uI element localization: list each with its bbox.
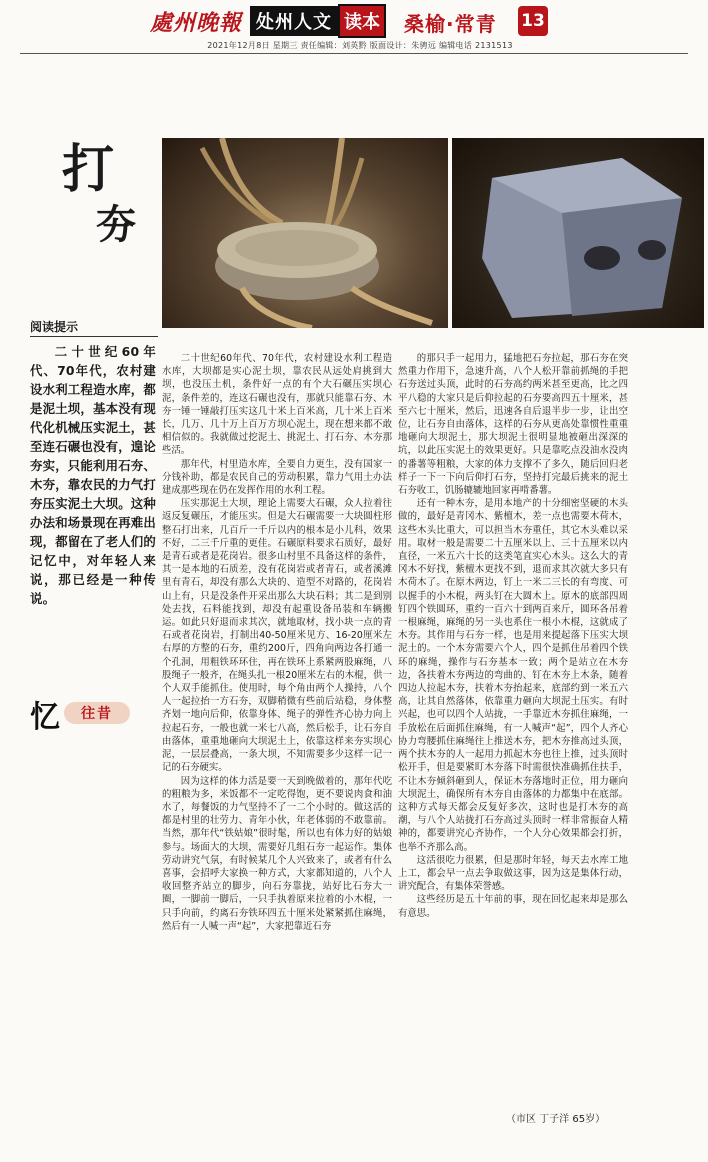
column-tag: 读本 xyxy=(338,4,386,38)
reading-tip-text: 二十世纪60年代、70年代，农村建设水利工程造水库，都是泥土坝，基本没有现代化机械压实泥土，甚至连石碾也没有，遑论夯实，只能利用石夯、木夯，靠农民的力气打夯压实泥土大坝。这种办法和场景现在再难出现，都留在了老人们的记忆中，对年轻人来说，那已经是一种传说。 xyxy=(30,344,156,606)
column-name xyxy=(250,8,386,34)
article-title xyxy=(62,140,142,250)
page-number: 13 xyxy=(518,6,548,36)
author-byline: （市区 丁子洋 65岁） xyxy=(506,1114,606,1125)
column-label: 处州人文 xyxy=(250,6,338,36)
paragraph: 的那只手一起用力，猛地把石夯拉起，那石夯在突然重力作用下，急速升高，八个人松开靠前抓绳的手把石夯送过头顶，此时的石夯高约两米甚至更高，比之四平八稳的大家只是后仰拉起的石夯要高四五十厘米，甚至六七十厘米，然后，迅速各自后退半步一步，让出空位，让石夯自由落体，这样的石夯从更高处靠惯性重重地砸向大坝泥土，那大坝泥土很明显地被砸出深深的坑，以此压实泥土的效果更好。只是靠吃点没油水没肉的番薯等粗粮，大家的体力支撑不了多久，随后回归老样子一下一下向后仰打石夯，坚持打完最后挑来的泥土石夯收工，饥肠辘辘地回家再啃番薯。 xyxy=(398,353,628,497)
stone-block-photo xyxy=(452,138,704,328)
title-char-1: 打 xyxy=(62,139,115,200)
article-column-1 xyxy=(162,352,392,1142)
column-badge xyxy=(30,692,140,735)
paragraph: 那年代，村里造水库，全要自力更生，没有国家一分钱补助，都是农民自己的劳动积累，靠力气用土办法建成那些现在仍在发挥作用的水利工程。 xyxy=(162,458,392,497)
badge-char: 忆 xyxy=(30,700,60,735)
paragraph: 这些经历是五十年前的事，现在回忆起来却是那么有意思。 xyxy=(398,894,628,919)
paper-name: 處州晚報 xyxy=(150,10,243,36)
paragraph: 压实那泥土大坝，理论上需要大石碾，众人拉着往返反复碾压，才能压实。但是大石碾需要一大块圆柱形整石打出来，几百斤一千斤以内的根本是小儿科，效果不好，二三千斤重的更佳。石碾原料要求石质好，最好是青石或者是花岗岩。很多山村里不具备这样的条件，其一是本地的石质差，没有花岗岩或者青石，或者溪滩里有青石，却没有那么大块的、造型不对路的，花岗岩山上有，只是没条件开采出那么大块石料；其二是到别处去找，石料能找到，却没有起重设备吊装和车辆搬运。如此只好退而求其次，就地取材，找小块一点的青石或者花岗岩，打制出40-50厘米见方、16-20厘米左右厚的方整的石夯，重约200斤，四角向两边各打通一个孔洞，用粗铁环环住，再在铁环上系紧两股麻绳，八股绳子一般齐，在绳头扎一根20厘米左右的木棍，供一个人双手能抓住。使用时，每个角由两个人操持，八个人一起拉抬一方石夯，双脚稍微有些前后站稳，身体整齐划一地向后仰，依靠身体、绳子的弹性齐心协力向上拉起石夯，一般也就一米七八高，然后松手，让石夯自由落体，重重地砸向大坝泥土上，依靠这样来夯实坝心泥，一层层叠高，一条大坝，不知需要多少这样一记一记的石夯硬实。 xyxy=(162,498,392,774)
badge-label: 往昔 xyxy=(64,702,130,724)
article-column-2 xyxy=(398,352,628,1148)
section-name: 桑榆·常青 xyxy=(404,12,497,36)
masthead xyxy=(0,0,708,48)
stone-rammer-photo xyxy=(162,138,448,328)
issue-info: 2021年12月8日 星期三 责任编辑：刘英黔 版面设计：朱骋远 编辑电话 2131513 xyxy=(207,41,513,50)
stone-block-illustration xyxy=(452,138,704,328)
paragraph: 二十世纪60年代、70年代，农村建设水利工程造水库，大坝都是实心泥土坝，靠农民从远处肩挑到大坝，也没压土机，条件好一点的有个大石碾压实坝心泥，条件差的，连这石碾也没有，那就只能靠石夯、木夯一锤一锤敲打压实这几十米上百米高，几十米上百米长，几万、几十万上百万方坝心泥土，现在想来都不敢相信似的。我就做过挖泥土、挑泥土、打石夯、木夯那些活。 xyxy=(162,353,392,457)
paragraph: 因为这样的体力活是要一天到晚做着的，那年代吃的粗粮为多，米饭都不一定吃得饱，更不要说肉食和油水了，每餐饭的力气坚持不了一二个小时的。做这活的都是村里的壮劳力、青年小伙，年老体弱的不敢靠前。当然，那年代“铁姑娘”很时髦，所以也有体力好的姑娘参与。场面大的大坝，需要好几组石夯一起运作。集体劳动讲究气氛，有时候某几个人兴致来了，或者有什么喜事，会招呼大家换一种方式，大家都知道的，八个人收回整齐站立的脚步，向石夯靠拢，站好比石夯大一圈，一脚前一脚后，一只手执着原来拉着的小木棍，一只手向前，约离石夯铁环四五十厘米处紧紧抓住麻绳，然后有一人喊一声“起”，大家把靠近石夯 xyxy=(162,775,392,932)
paragraph: 这活很吃力很累，但是那时年轻，每天去水库工地上工，都会早一点去争取做这事，因为这是集体行动，讲究配合，有集体荣誉感。 xyxy=(398,854,628,893)
title-char-2: 夯 xyxy=(96,201,136,248)
paragraph: 还有一种木夯，是用本地产的十分细密坚硬的木头做的，最好是青冈木、紫檀木，差一点也需要木荷木，这些木头比重大，可以担当木夯重任，其它木头难以采用。取材一般是需要二十五厘米以上、三十五厘米以内直径，一米五六十长的这类笔直实心木头。这么大的青冈木不好找，紫檀木更找不到，退而求其次就大多只有木荷木了。在原木两边，钉上一米二三长的有弯度、可以握手的小木棍，两头钉在大圆木上。原木的底部四周钉四个铁圆环，重约一百六十到两百来斤，圆环各吊着一根麻绳，麻绳的另一头也系住一根小木棍，这就成了木夯。其作用与石夯一样，也是用来提起落下压实大坝泥土的。一个木夯需要六个人，四个是抓住吊着四个铁环的麻绳，操作与石夯基本一致；两个是站立在木夯边，各扶着木夯两边的弯曲的、钉在木夯上木条，随着四边人拉起木夯，扶着木夯抬起来，底部约到一米五六高，让其自然落体，依靠重力砸向大坝泥土压实。有时兴起，也可以四个人站拢，一手靠近木夯抓住麻绳，一手放松在后面抓住麻绳，有一人喊声“起”，四个人齐心协力弯腰抓住麻绳往上推送木夯，把木夯推高过头顶，两个扶木夯的人一起用力抓起木夯也往上推，过头顶时松开手，但是要紧盯木夯落下时需很快准确抓住扶手，不让木夯倾斜砸到人，保证木夯落地时正位，用力砸向大坝泥土，确保所有木夯自由落体的力都集中在底部。这种方式每天都会反复好多次，这时也是打木夯的高潮，与八个人站拢打石夯高过头顶时一样非常振奋人精神的，都要讲究心齐协作，一个人分心效果都会打折，也举不齐那么高。 xyxy=(398,498,628,853)
reading-tip-heading: 阅读提示 xyxy=(30,320,79,334)
header-rule xyxy=(20,53,688,54)
stone-rammer-illustration xyxy=(162,138,448,328)
reading-tip-rule xyxy=(30,336,158,337)
